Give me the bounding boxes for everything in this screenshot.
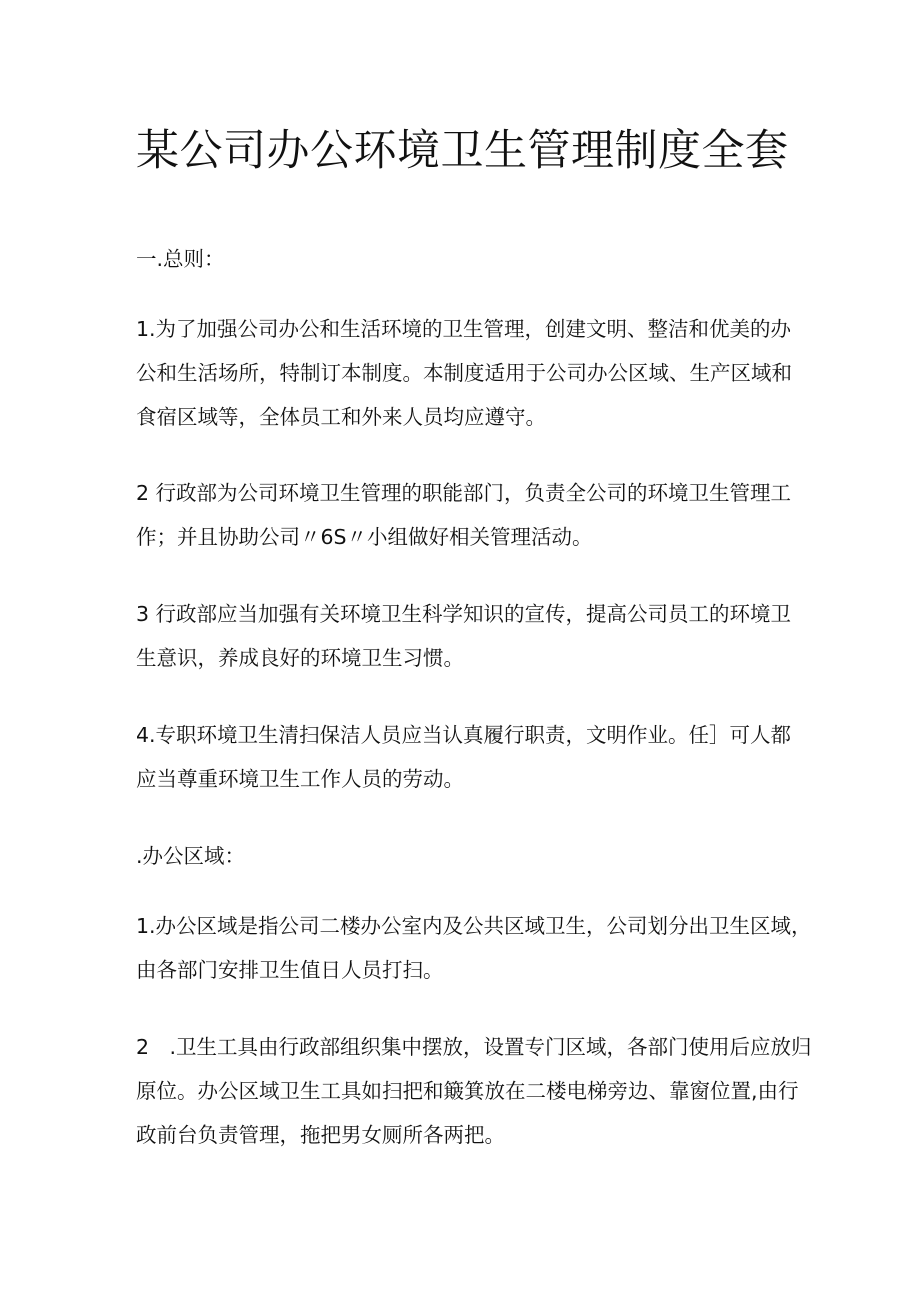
paragraph-general-1 xyxy=(136,307,808,439)
paragraph-line: 2 行政部为公司环境卫生管理的职能部门，负责全公司的环境卫生管理工 xyxy=(136,481,792,505)
paragraph-line: 政前台负责管理，拖把男女厕所各两把。 xyxy=(136,1123,505,1147)
paragraph-line: 1.办公区域是指公司二楼办公室内及公共区域卫生，公司划分出卫生区域， xyxy=(136,914,812,938)
paragraph-line: 食宿区域等，全体员工和外来人员均应遵守。 xyxy=(136,405,546,429)
paragraph-line: 作；并且协助公司〃6S〃小组做好相关管理活动。 xyxy=(136,525,593,549)
paragraph-line: 公和生活场所，特制订本制度。本制度适用于公司办公区域、生产区域和 xyxy=(136,361,792,385)
paragraph-office-1 xyxy=(136,904,812,992)
paragraph-line: 由各部门安排卫生值日人员打扫。 xyxy=(136,958,444,982)
paragraph-line: 应当尊重环境卫生工作人员的劳动。 xyxy=(136,767,464,791)
section-heading-general xyxy=(136,237,808,281)
paragraph-line: .办公区域： xyxy=(136,844,246,868)
paragraph-line: 生意识，养成良好的环境卫生习惯。 xyxy=(136,646,464,670)
paragraph-general-4 xyxy=(136,713,808,801)
paragraph-office-2 xyxy=(136,1025,812,1157)
paragraph-line: 4.专职环境卫生清扫保洁人员应当认真履行职责，文明作业。任］可人都 xyxy=(136,723,792,747)
paragraph-line: 原位。办公区域卫生工具如扫把和簸箕放在二楼电梯旁边、靠窗位置,由行 xyxy=(136,1079,799,1103)
document-title: 某公司办公环境卫生管理制度全套 xyxy=(136,126,789,176)
paragraph-general-3 xyxy=(136,592,808,680)
paragraph-line: 1.为了加强公司办公和生活环境的卫生管理，创建文明、整洁和优美的办 xyxy=(136,317,792,341)
paragraph-line: 2 .卫生工具由行政部组织集中摆放，设置专门区域，各部门使用后应放归 xyxy=(136,1035,812,1059)
paragraph-general-2 xyxy=(136,471,808,559)
paragraph-line: 一.总则： xyxy=(136,247,225,271)
paragraph-line: 3 行政部应当加强有关环境卫生科学知识的宣传，提高公司员工的环境卫 xyxy=(136,602,792,626)
section-heading-office-area xyxy=(136,834,808,878)
